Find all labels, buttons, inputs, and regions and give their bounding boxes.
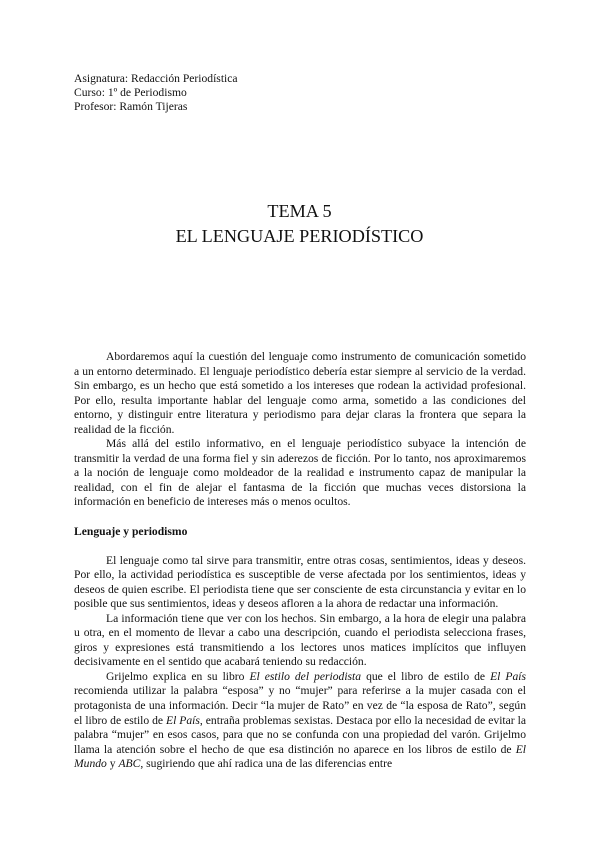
intro-paragraph-1: Abordaremos aquí la cuestión del lenguaje como instrumento de comunicación sometido a un entorno determinado. El lenguaje periodístico debería estar siempre al servicio de la verdad. Sin embargo, es un hecho que está sometido a los intereses que rodean la actividad profesional. Por ello, resulta importante hablar del lenguaje como arma, sometido a las condiciones del entorno, y distinguir entre literatura y periodismo para dejar claras la frontera que separa la realidad de la ficción.: [74, 350, 526, 436]
newspaper-name: ABC: [118, 757, 141, 771]
professor-line: Profesor: Ramón Tijeras: [74, 100, 188, 114]
text-run: , sugiriendo que ahí radica una de las diferencias entre: [140, 757, 393, 771]
text-run: y: [106, 757, 119, 771]
text-run: recomienda utilizar la palabra “esposa” y no “mujer” para referirse a la mujer casada con el protagonista de una información. Decir “la mujer de Rato” en vez de “la esposa de Rato”, según el libro de estilo de: [74, 684, 526, 727]
section-heading: Lenguaje y periodismo: [74, 525, 188, 539]
title-topic-name: EL LENGUAJE PERIODÍSTICO: [175, 225, 424, 246]
section-paragraph-1: El lenguaje como tal sirve para transmitir, entre otras cosas, sentimientos, ideas y deseos. Por ello, la actividad periodística es susceptible de verse afectada por los sentimientos, ideas y deseos de quien escribe. El periodista tiene que ser consciente de esta circunstancia y evitar en lo posible que sus sentimientos, ideas y deseos afloren a la ahora de redactar una información.: [74, 553, 526, 611]
book-title: El estilo del periodista: [249, 669, 362, 683]
title-topic-number: TEMA 5: [267, 201, 332, 221]
newspaper-name: El País: [166, 713, 200, 727]
section-paragraph-2: La información tiene que ver con los hechos. Sin embargo, a la hora de elegir una palabra u otra, en el momento de llevar a cabo una descripción, cuando el periodista selecciona frases, giros y expresiones está transmitiendo a los lectores unos matices implícitos que influyen decisivamente en el sentido que acabará teniendo su redacción.: [74, 611, 526, 669]
newspaper-name: El Mundo: [74, 742, 526, 771]
newspaper-name: El País: [490, 669, 526, 683]
document-body: [74, 350, 526, 772]
section-paragraph-3: [74, 670, 526, 772]
text-run: , entraña problemas sexistas. Destaca por ello la necesidad de evitar la palabra “mujer” en esos casos, para que no se confunda con una propiedad del varón. Grijelmo llama la atención sobre el hecho de que esa distinción no aparece en los libros de estilo de: [74, 713, 526, 756]
intro-paragraph-2: Más allá del estilo informativo, en el lenguaje periodístico subyace la intención de transmitir la verdad de una forma fiel y sin aderezos de ficción. Por lo tanto, nos aproximaremos a la noción de lenguaje como moldeador de la realidad e instrumento capaz de manipular la realidad, con el fin de alejar el fantasma de la ficción que muchas veces distorsiona la información en beneficio de intereses más o menos ocultos.: [74, 437, 526, 509]
text-run: que el libro de estilo de: [361, 669, 491, 683]
document-title: [0, 199, 599, 248]
subject-line: Asignatura: Redacción Periodística: [74, 72, 238, 85]
course-header: [74, 72, 238, 115]
course-line: Curso: 1º de Periodismo: [74, 86, 187, 100]
text-run: Grijelmo explica en su libro: [106, 669, 250, 683]
